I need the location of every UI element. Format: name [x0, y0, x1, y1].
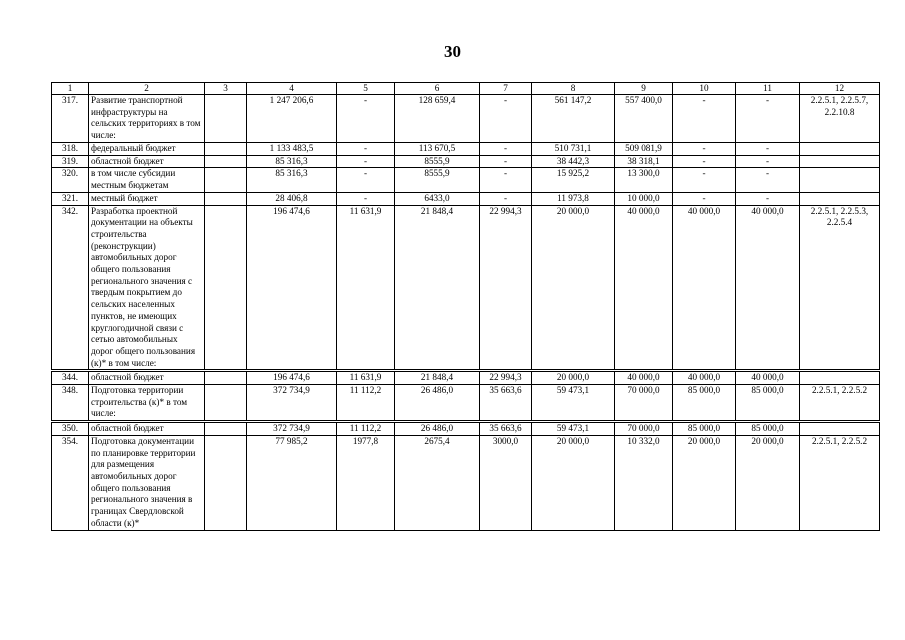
table-row	[52, 435, 880, 530]
table-row	[52, 422, 880, 436]
table-row	[52, 168, 880, 192]
row-name: Разработка проектной документации на объекты строительства (реконструкции) автомобильных дорог общего пользования регионального значения с твердым покрытием до сельских населенных пунктов, не имеющих круглогодичной связи с сетью автомобильных дорог общего пользования (к)* в том числе:	[89, 205, 205, 371]
cell-col11: 20 000,0	[736, 435, 800, 530]
cell-col6: 2675,4	[395, 435, 480, 530]
cell-col3	[205, 205, 247, 371]
row-name: областной бюджет	[89, 155, 205, 168]
cell-col7: 35 663,6	[480, 422, 532, 436]
cell-col9: 70 000,0	[615, 385, 673, 422]
cell-col10: 20 000,0	[673, 435, 736, 530]
cell-col3	[205, 192, 247, 205]
cell-col8: 15 925,2	[532, 168, 615, 192]
column-header: 5	[337, 83, 395, 95]
column-header: 12	[800, 83, 880, 95]
cell-col11: -	[736, 155, 800, 168]
cell-col5: -	[337, 95, 395, 143]
cell-col10: -	[673, 168, 736, 192]
cell-col4: 1 247 206,6	[247, 95, 337, 143]
cell-col10: -	[673, 143, 736, 156]
cell-col8: 20 000,0	[532, 205, 615, 371]
cell-col6: 26 486,0	[395, 385, 480, 422]
cell-col8: 20 000,0	[532, 371, 615, 385]
cell-col12	[800, 371, 880, 385]
cell-col9: 557 400,0	[615, 95, 673, 143]
row-name: федеральный бюджет	[89, 143, 205, 156]
cell-col11: -	[736, 192, 800, 205]
cell-col9: 10 332,0	[615, 435, 673, 530]
column-header: 6	[395, 83, 480, 95]
row-number: 342.	[52, 205, 89, 371]
cell-col5: 11 112,2	[337, 422, 395, 436]
column-header: 4	[247, 83, 337, 95]
cell-col10: 40 000,0	[673, 371, 736, 385]
row-name: Развитие транспортной инфраструктуры на сельских территориях в том числе:	[89, 95, 205, 143]
cell-col4: 372 734,9	[247, 385, 337, 422]
cell-col3	[205, 95, 247, 143]
cell-col12	[800, 422, 880, 436]
row-number: 348.	[52, 385, 89, 422]
cell-col12	[800, 155, 880, 168]
column-header: 3	[205, 83, 247, 95]
cell-col11: 85 000,0	[736, 385, 800, 422]
cell-col12	[800, 143, 880, 156]
cell-col12: 2.2.5.1, 2.2.5.2	[800, 435, 880, 530]
cell-col4: 77 985,2	[247, 435, 337, 530]
table-row	[52, 95, 880, 143]
cell-col8: 510 731,1	[532, 143, 615, 156]
cell-col3	[205, 385, 247, 422]
budget-table	[51, 82, 880, 531]
row-name: областной бюджет	[89, 422, 205, 436]
cell-col6: 21 848,4	[395, 205, 480, 371]
cell-col11: -	[736, 168, 800, 192]
cell-col7: 35 663,6	[480, 385, 532, 422]
cell-col11: -	[736, 143, 800, 156]
cell-col3	[205, 422, 247, 436]
cell-col8: 11 973,8	[532, 192, 615, 205]
cell-col6: 128 659,4	[395, 95, 480, 143]
cell-col10: -	[673, 155, 736, 168]
cell-col5: 11 112,2	[337, 385, 395, 422]
cell-col5: -	[337, 192, 395, 205]
cell-col6: 8555,9	[395, 155, 480, 168]
table-row	[52, 371, 880, 385]
cell-col8: 38 442,3	[532, 155, 615, 168]
column-header: 2	[89, 83, 205, 95]
cell-col10: 85 000,0	[673, 385, 736, 422]
row-name: в том числе субсидии местным бюджетам	[89, 168, 205, 192]
cell-col7: -	[480, 192, 532, 205]
cell-col5: 11 631,9	[337, 371, 395, 385]
table-row	[52, 155, 880, 168]
cell-col8: 561 147,2	[532, 95, 615, 143]
cell-col6: 26 486,0	[395, 422, 480, 436]
cell-col3	[205, 168, 247, 192]
cell-col9: 70 000,0	[615, 422, 673, 436]
column-header: 7	[480, 83, 532, 95]
column-header: 1	[52, 83, 89, 95]
page-number: 30	[444, 42, 461, 61]
cell-col12	[800, 192, 880, 205]
cell-col4: 1 133 483,5	[247, 143, 337, 156]
cell-col12: 2.2.5.1, 2.2.5.2	[800, 385, 880, 422]
cell-col9: 40 000,0	[615, 205, 673, 371]
column-number-row	[52, 83, 880, 95]
cell-col3	[205, 371, 247, 385]
column-header: 11	[736, 83, 800, 95]
cell-col4: 28 406,8	[247, 192, 337, 205]
cell-col9: 10 000,0	[615, 192, 673, 205]
cell-col12	[800, 168, 880, 192]
column-header: 8	[532, 83, 615, 95]
cell-col8: 20 000,0	[532, 435, 615, 530]
cell-col9: 13 300,0	[615, 168, 673, 192]
row-name: Подготовка документации по планировке территории для размещения автомобильных дорог общего пользования регионального значения в границах Свердловской области (к)*	[89, 435, 205, 530]
cell-col4: 85 316,3	[247, 168, 337, 192]
cell-col8: 59 473,1	[532, 385, 615, 422]
cell-col11: 40 000,0	[736, 205, 800, 371]
column-header: 10	[673, 83, 736, 95]
table-row	[52, 192, 880, 205]
cell-col5: 11 631,9	[337, 205, 395, 371]
cell-col4: 196 474,6	[247, 371, 337, 385]
cell-col6: 6433,0	[395, 192, 480, 205]
cell-col12: 2.2.5.1, 2.2.5.7, 2.2.10.8	[800, 95, 880, 143]
cell-col7: -	[480, 168, 532, 192]
row-name: областной бюджет	[89, 371, 205, 385]
cell-col10: 40 000,0	[673, 205, 736, 371]
cell-col4: 85 316,3	[247, 155, 337, 168]
cell-col6: 113 670,5	[395, 143, 480, 156]
table-row	[52, 385, 880, 422]
cell-col7: 22 994,3	[480, 205, 532, 371]
cell-col10: 85 000,0	[673, 422, 736, 436]
table-row	[52, 205, 880, 371]
cell-col3	[205, 155, 247, 168]
cell-col11: -	[736, 95, 800, 143]
cell-col3	[205, 143, 247, 156]
row-number: 321.	[52, 192, 89, 205]
cell-col7: -	[480, 95, 532, 143]
cell-col12: 2.2.5.1, 2.2.5.3, 2.2.5.4	[800, 205, 880, 371]
row-number: 318.	[52, 143, 89, 156]
row-number: 350.	[52, 422, 89, 436]
cell-col3	[205, 435, 247, 530]
cell-col10: -	[673, 192, 736, 205]
cell-col9: 40 000,0	[615, 371, 673, 385]
cell-col9: 509 081,9	[615, 143, 673, 156]
row-number: 344.	[52, 371, 89, 385]
row-number: 317.	[52, 95, 89, 143]
cell-col5: -	[337, 143, 395, 156]
row-number: 319.	[52, 155, 89, 168]
cell-col11: 40 000,0	[736, 371, 800, 385]
cell-col4: 372 734,9	[247, 422, 337, 436]
cell-col5: -	[337, 155, 395, 168]
row-number: 320.	[52, 168, 89, 192]
column-header: 9	[615, 83, 673, 95]
row-name: Подготовка территории строительства (к)* в том числе:	[89, 385, 205, 422]
cell-col7: -	[480, 143, 532, 156]
cell-col6: 8555,9	[395, 168, 480, 192]
cell-col10: -	[673, 95, 736, 143]
cell-col7: -	[480, 155, 532, 168]
cell-col7: 3000,0	[480, 435, 532, 530]
cell-col11: 85 000,0	[736, 422, 800, 436]
row-number: 354.	[52, 435, 89, 530]
cell-col5: -	[337, 168, 395, 192]
cell-col6: 21 848,4	[395, 371, 480, 385]
cell-col5: 1977,8	[337, 435, 395, 530]
cell-col8: 59 473,1	[532, 422, 615, 436]
cell-col9: 38 318,1	[615, 155, 673, 168]
row-name: местный бюджет	[89, 192, 205, 205]
table-row	[52, 143, 880, 156]
cell-col4: 196 474,6	[247, 205, 337, 371]
cell-col7: 22 994,3	[480, 371, 532, 385]
